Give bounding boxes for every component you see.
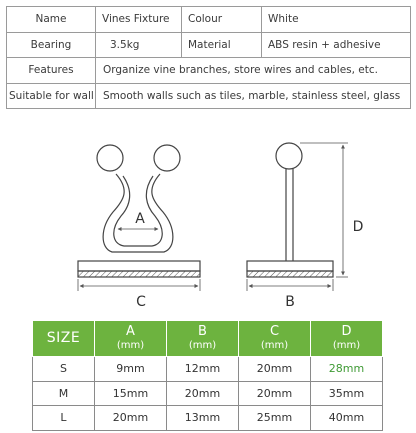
- row-b: 12mm: [167, 357, 239, 382]
- table-row: [33, 357, 383, 382]
- front-adhesive-layer: [78, 271, 200, 277]
- row-c: 20mm: [239, 381, 311, 406]
- row-c: 25mm: [239, 406, 311, 431]
- bearing-label: Bearing: [7, 32, 96, 58]
- row-b: 13mm: [167, 406, 239, 431]
- row-d: 28mm: [311, 357, 383, 382]
- header-b-letter: B: [198, 324, 207, 340]
- name-value: Vines Fixture: [96, 7, 182, 33]
- row-a: 9mm: [95, 357, 167, 382]
- header-size: SIZE: [33, 321, 95, 357]
- row-size: S: [33, 357, 95, 382]
- size-table: [32, 320, 383, 431]
- dimension-c-label: C: [136, 294, 146, 310]
- bearing-value: 3.5kg: [96, 32, 182, 58]
- row-a: 15mm: [95, 381, 167, 406]
- colour-label: Colour: [182, 7, 262, 33]
- header-a-letter: A: [126, 324, 135, 340]
- spec-table: [6, 6, 411, 109]
- header-b-unit: (mm): [188, 340, 217, 352]
- spec-row-bearing: [7, 32, 411, 58]
- header-a: [95, 321, 167, 357]
- row-c: 20mm: [239, 357, 311, 382]
- front-base-plate: [78, 261, 200, 271]
- colour-value: White: [262, 7, 411, 33]
- side-adhesive-layer: [247, 271, 333, 277]
- header-d: [311, 321, 383, 357]
- spec-row-features: [7, 58, 411, 84]
- row-size: M: [33, 381, 95, 406]
- spec-row-name: [7, 7, 411, 33]
- features-value: Organize vine branches, store wires and cables, etc.: [96, 58, 411, 84]
- header-c: [239, 321, 311, 357]
- table-row: [33, 381, 383, 406]
- material-label: Material: [182, 32, 262, 58]
- suitable-label: Suitable for wall: [7, 83, 96, 109]
- header-c-unit: (mm): [260, 340, 289, 352]
- clip-knob-right: [154, 145, 180, 171]
- features-label: Features: [7, 58, 96, 84]
- product-diagram: [0, 128, 416, 313]
- header-d-unit: (mm): [332, 340, 361, 352]
- suitable-value: Smooth walls such as tiles, marble, stainless steel, glass: [96, 83, 411, 109]
- clip-knob-left: [97, 145, 123, 171]
- header-b: [167, 321, 239, 357]
- row-d: 40mm: [311, 406, 383, 431]
- name-label: Name: [7, 7, 96, 33]
- header-d-letter: D: [341, 324, 352, 340]
- table-row: [33, 406, 383, 431]
- dimension-d-label: D: [352, 219, 364, 235]
- header-a-unit: (mm): [116, 340, 145, 352]
- side-knob: [276, 143, 302, 169]
- side-view: [247, 143, 333, 277]
- spec-row-suitable: [7, 83, 411, 109]
- row-a: 20mm: [95, 406, 167, 431]
- side-base-plate: [247, 261, 333, 271]
- size-table-header: [33, 321, 383, 357]
- row-size: L: [33, 406, 95, 431]
- row-d: 35mm: [311, 381, 383, 406]
- dimension-b-label: B: [285, 294, 295, 310]
- row-b: 20mm: [167, 381, 239, 406]
- dimension-a-label: A: [135, 211, 145, 227]
- header-c-letter: C: [269, 324, 280, 340]
- material-value: ABS resin + adhesive: [262, 32, 411, 58]
